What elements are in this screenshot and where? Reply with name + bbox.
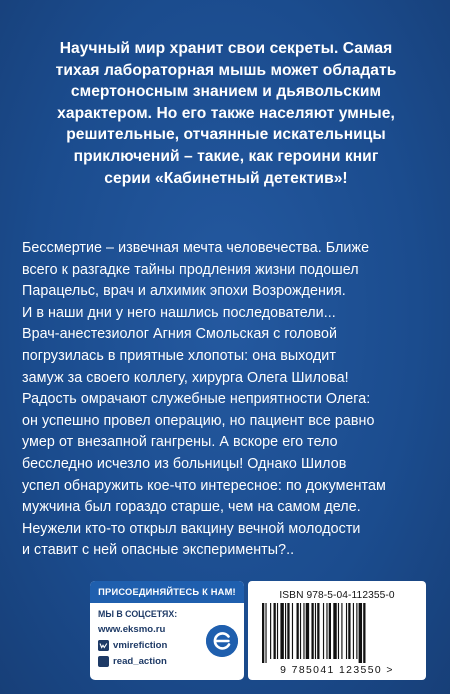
website-link[interactable]: www.eksmo.ru xyxy=(98,624,166,635)
social-subheading: МЫ В СОЦСЕТЯХ: xyxy=(98,609,178,619)
barcode-bar xyxy=(346,603,347,659)
barcode-bar xyxy=(265,603,266,663)
barcode-bar xyxy=(306,603,309,659)
barcode-bar xyxy=(333,603,336,659)
barcode-bar xyxy=(303,603,304,659)
barcode-bar xyxy=(315,603,316,659)
series-tagline: Научный мир хранит свои секреты. Самая тихая лабораторная мышь может обладать смертоносным знанием и дьявольским характером. Но его также населяют умные, решительные, отчаянные искательницы приключений – такие, как героини книг серии «Кабинетный детектив»! xyxy=(55,40,397,187)
barcode-bar xyxy=(323,603,324,659)
barcode-bar xyxy=(270,603,271,659)
barcode-bar xyxy=(262,603,264,663)
barcode-bar xyxy=(338,603,339,659)
barcode-bar xyxy=(292,603,293,659)
barcode-bar xyxy=(285,603,286,659)
barcode-bar xyxy=(348,603,350,659)
barcode-bar xyxy=(280,603,283,659)
barcode-bars xyxy=(260,603,414,663)
barcode-bar xyxy=(287,603,289,659)
barcode-bar xyxy=(311,603,313,659)
barcode-bar xyxy=(359,603,362,663)
barcode-bar xyxy=(329,603,331,659)
isbn-number: ISBN 978-5-04-112355-0 xyxy=(279,590,395,601)
barcode-box xyxy=(248,581,426,680)
book-synopsis: Бессмертие – извечная мечта человечества. Ближе всего к разгадке тайны продления жизни подошел Парацельс, врач и алхимик эпохи Возрождения. И в наши дни у него нашлись последователи... Врач-анестезиолог Агния Смольская с головой погрузилась в приятные хлопоты: она выходит замуж за своего коллегу, хирурга Олега Шилова! Радость омрачают служебные неприятности Олега: он успешно провел операцию, но пациент все равно умер от внезапной гангрены. А вскоре его тело бесследно исчезло из больницы! Однако Шилов успел обнаружить кое-что интересное: по документам мужчина был гораздо старше, чем на самом деле. Неужели кто-то открыл вакцину вечной молодости и ставит с ней опасные эксперименты?.. xyxy=(22,240,386,559)
social-media-box xyxy=(90,581,244,680)
barcode-bar xyxy=(326,603,327,659)
barcode-bar xyxy=(341,603,342,659)
barcode-bar xyxy=(297,603,299,659)
barcode-bar xyxy=(277,603,278,659)
social-heading: ПРИСОЕДИНЯЙТЕСЬ К НАМ! xyxy=(90,581,244,603)
instagram-handle[interactable]: read_action xyxy=(113,656,167,667)
barcode-bar xyxy=(274,603,276,659)
barcode-bar xyxy=(300,603,301,659)
barcode-bar xyxy=(317,603,319,659)
vk-icon xyxy=(98,640,109,651)
instagram-icon xyxy=(98,656,109,667)
barcode-digits: 9 785041 123550 > xyxy=(280,665,394,676)
vk-row xyxy=(98,640,167,651)
barcode-bar xyxy=(356,603,357,659)
vk-handle[interactable]: vmirefiction xyxy=(113,640,168,651)
website-row xyxy=(98,624,165,635)
instagram-row xyxy=(98,656,167,667)
barcode-bar xyxy=(363,603,365,663)
eksmo-logo-icon xyxy=(206,625,238,657)
barcode-bar xyxy=(353,603,354,659)
